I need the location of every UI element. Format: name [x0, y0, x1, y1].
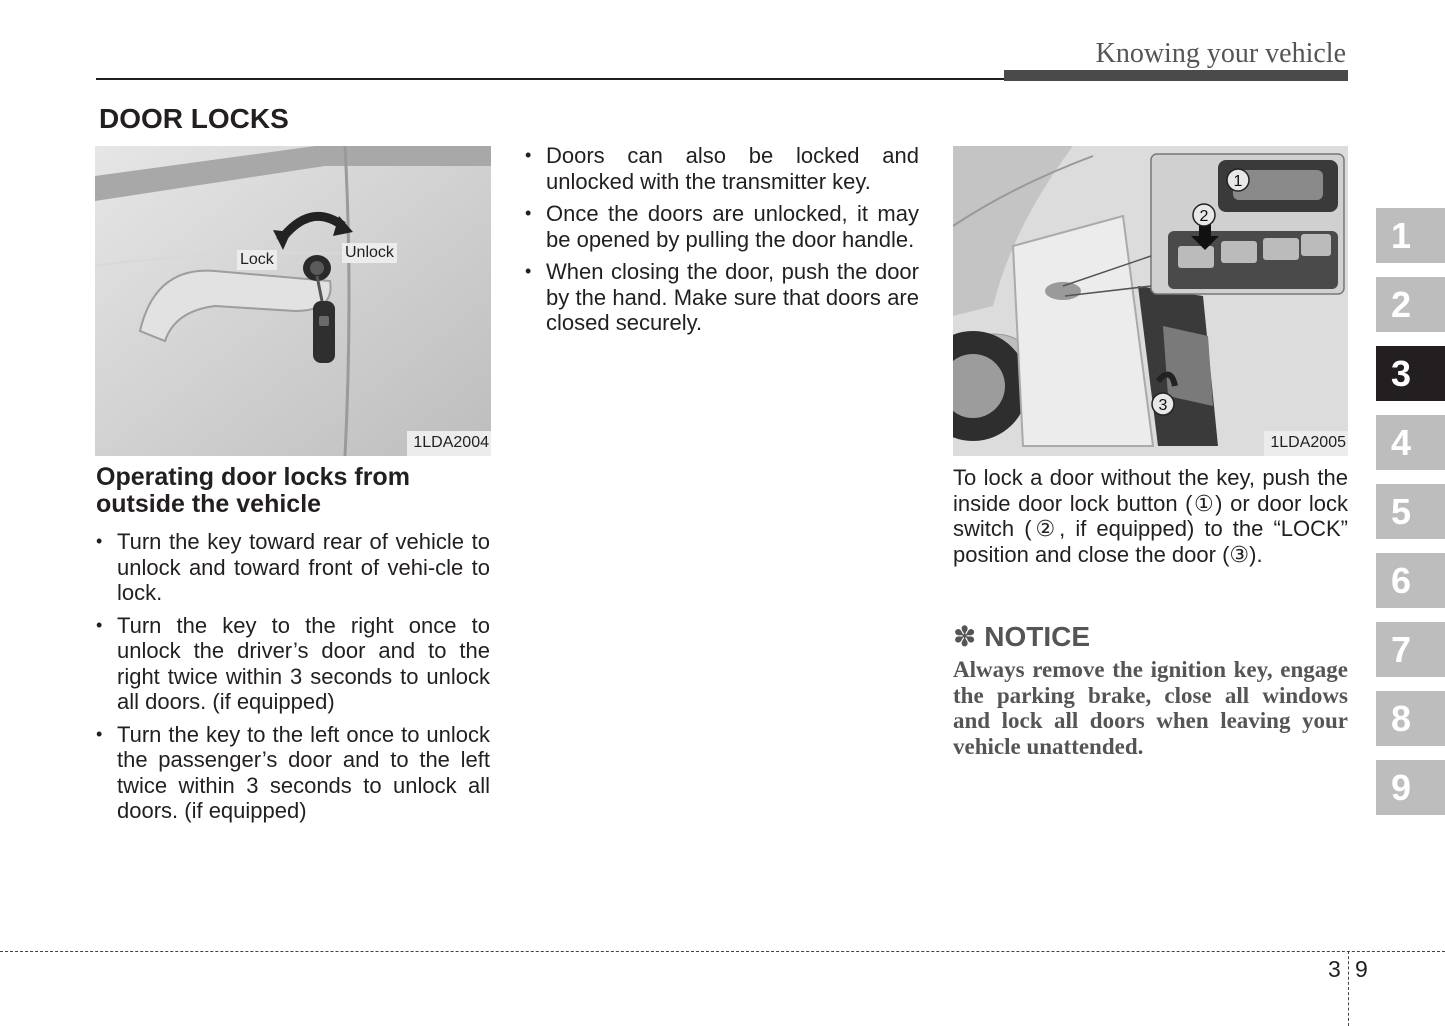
- notice-body: Always remove the ignition key, engage the parking brake, close all windows and lock all doors when leaving your vehicle unattended.: [953, 657, 1348, 759]
- list-item: • When closing the door, push the door by the hand. Make sure that doors are closed securely.: [525, 259, 919, 336]
- chapter-tabs: [1376, 208, 1445, 829]
- page-chapter-number: 3: [1328, 956, 1341, 982]
- notice-symbol: ✽: [953, 621, 977, 652]
- list-item: • Turn the key to the left once to unlock the passenger’s door and to the left twice within 3 seconds to unlock all doors. (if equipped): [96, 722, 490, 824]
- chapter-tab-4[interactable]: 4: [1376, 415, 1445, 470]
- list-item: • Doors can also be locked and unlocked with the transmitter key.: [525, 143, 919, 194]
- list-item: • Turn the key to the right once to unlock the driver’s door and to the right twice within 3 seconds to unlock all doors. (if equipped): [96, 613, 490, 715]
- footer-divider: [0, 951, 1445, 952]
- list-item: • Turn the key toward rear of vehicle to unlock and toward front of vehi-cle to lock.: [96, 529, 490, 606]
- chapter-tab-8[interactable]: 8: [1376, 691, 1445, 746]
- header-rule: [96, 78, 1004, 80]
- figure-code: 1LDA2005: [1264, 431, 1348, 456]
- notice-title: NOTICE: [984, 621, 1091, 652]
- middle-bullet-list: [525, 143, 919, 343]
- chapter-tab-3[interactable]: 3: [1376, 346, 1445, 401]
- chapter-tab-9[interactable]: 9: [1376, 760, 1445, 815]
- chapter-tab-7[interactable]: 7: [1376, 622, 1445, 677]
- header-rule-bar: [1004, 70, 1348, 81]
- marker-3: 3: [1158, 397, 1168, 414]
- inside-lock-illustration: [953, 146, 1348, 456]
- list-item: • Once the doors are unlocked, it may be opened by pulling the door handle.: [525, 201, 919, 252]
- lock-without-key-paragraph: To lock a door without the key, push the inside door lock button (①) or door lock switch (②, if equipped) to the “LOCK” position and close the door (③).: [953, 465, 1348, 567]
- page-number: 9: [1355, 956, 1368, 982]
- chapter-tab-2[interactable]: 2: [1376, 277, 1445, 332]
- chapter-tab-6[interactable]: 6: [1376, 553, 1445, 608]
- chapter-tab-1[interactable]: 1: [1376, 208, 1445, 263]
- running-header: Knowing your vehicle: [1095, 38, 1346, 69]
- inside-lock-drawing: [953, 146, 1348, 456]
- chapter-tab-5[interactable]: 5: [1376, 484, 1445, 539]
- left-bullet-list: [96, 529, 490, 831]
- door-key-illustration: [95, 146, 491, 456]
- door-key-drawing: [95, 146, 491, 456]
- unlock-label: Unlock: [342, 243, 397, 263]
- section-title: DOOR LOCKS: [99, 103, 289, 134]
- subheading: Operating door locks from outside the vehicle: [96, 463, 410, 518]
- page-number-divider: [1348, 951, 1349, 1026]
- figure-code: 1LDA2004: [407, 431, 491, 456]
- notice-heading: [953, 620, 1090, 653]
- marker-2: 2: [1199, 208, 1209, 225]
- lock-label: Lock: [237, 250, 277, 270]
- marker-1: 1: [1233, 173, 1243, 190]
